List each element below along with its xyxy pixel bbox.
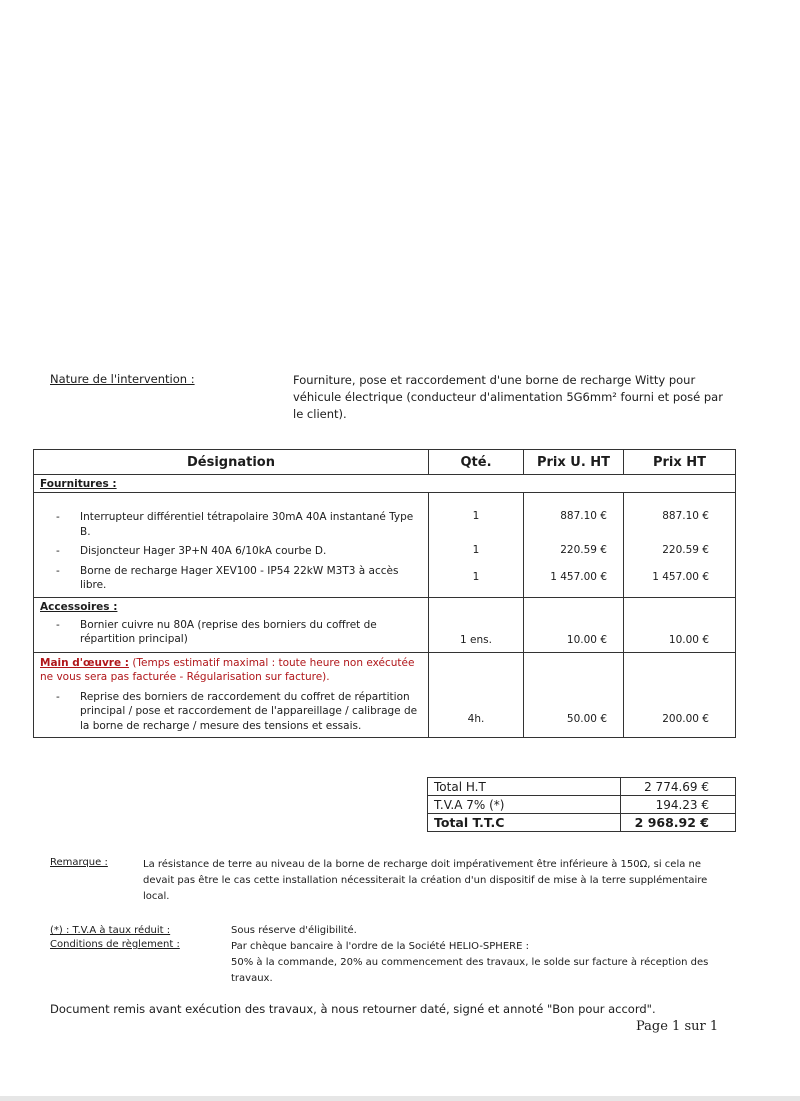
tva-row bbox=[428, 796, 736, 814]
conditions-line-1: Par chèque bancaire à l'ordre de la Société HELIO-SPHERE : bbox=[231, 941, 529, 952]
item-unit-price: 1 457.00 € bbox=[524, 561, 624, 598]
item-text: Interrupteur différentiel tétrapolaire 30mA 40A instantané Type B. bbox=[80, 511, 414, 538]
item-qty: 1 bbox=[429, 561, 524, 598]
table-row bbox=[34, 493, 736, 542]
remark-label: Remarque : bbox=[50, 857, 108, 868]
final-note: Document remis avant exécution des travaux, à nous retourner daté, signé et annoté "Bon pour accord". bbox=[50, 1002, 656, 1016]
section-main-oeuvre-title-row bbox=[34, 652, 736, 687]
scan-edge bbox=[0, 1096, 800, 1101]
item-qty: 4h. bbox=[429, 687, 524, 738]
item-designation bbox=[34, 561, 428, 597]
tva-label: T.V.A 7% (*) bbox=[428, 796, 621, 814]
section-title-accessoires: Accessoires : bbox=[34, 597, 429, 615]
item-text: Disjoncteur Hager 3P+N 40A 6/10kA courbe D. bbox=[80, 545, 327, 557]
total-ttc-row bbox=[428, 814, 736, 832]
table-row bbox=[34, 561, 736, 598]
item-unit-price: 50.00 € bbox=[524, 687, 624, 738]
total-ttc-label: Total T.T.C bbox=[428, 814, 621, 832]
item-designation bbox=[34, 541, 428, 561]
tva-note-label: (*) : T.V.A à taux réduit : bbox=[50, 925, 171, 936]
item-text: Borne de recharge Hager XEV100 - IP54 22kW M3T3 à accès libre. bbox=[80, 564, 399, 591]
item-total-price: 1 457.00 € bbox=[624, 561, 736, 598]
section-main-oeuvre-header bbox=[34, 652, 429, 687]
item-total-price: 220.59 € bbox=[624, 541, 736, 561]
tva-note-text: Sous réserve d'éligibilité. bbox=[231, 925, 357, 936]
item-unit-price: 887.10 € bbox=[524, 493, 624, 542]
item-total-price: 200.00 € bbox=[624, 687, 736, 738]
total-ht-row bbox=[428, 778, 736, 796]
item-dash: - bbox=[56, 690, 60, 703]
remark-text: La résistance de terre au niveau de la borne de recharge doit impérativement être inférieure à 150Ω, si cela ne devait pas être le cas cette installation nécessiterait la création d'un dispositif de mise à la terre supplémentaire local. bbox=[143, 859, 708, 902]
total-ht-label: Total H.T bbox=[428, 778, 621, 796]
item-total-price: 887.10 € bbox=[624, 493, 736, 542]
table-header-row bbox=[34, 450, 736, 475]
item-total-price: 10.00 € bbox=[624, 615, 736, 653]
conditions-text bbox=[231, 939, 721, 987]
header-unit-price: Prix U. HT bbox=[524, 450, 624, 475]
conditions-line-2: 50% à la commande, 20% au commencement des travaux, le solde sur facture à réception des travaux. bbox=[231, 957, 709, 984]
header-qty: Qté. bbox=[429, 450, 524, 475]
tva-value: 194.23 € bbox=[621, 796, 736, 814]
item-dash: - bbox=[56, 618, 60, 631]
nature-label: Nature de l'intervention : bbox=[50, 372, 195, 386]
item-qty: 1 bbox=[429, 493, 524, 542]
header-designation: Désignation bbox=[34, 450, 429, 475]
table-row bbox=[34, 541, 736, 561]
item-qty: 1 ens. bbox=[429, 615, 524, 653]
item-dash: - bbox=[56, 545, 60, 557]
item-unit-price: 220.59 € bbox=[524, 541, 624, 561]
header-total-price: Prix HT bbox=[624, 450, 736, 475]
item-designation bbox=[34, 507, 428, 541]
page-number: Page 1 sur 1 bbox=[636, 1019, 719, 1034]
section-title-fournitures: Fournitures : bbox=[34, 475, 736, 493]
item-dash: - bbox=[56, 564, 60, 577]
quote-table bbox=[33, 449, 736, 738]
item-qty: 1 bbox=[429, 541, 524, 561]
total-ttc-value: 2 968.92 € bbox=[621, 814, 736, 832]
section-title-main-oeuvre: Main d'œuvre : bbox=[40, 656, 129, 669]
section-fournitures-title-row bbox=[34, 475, 736, 493]
totals-table bbox=[427, 777, 736, 832]
item-unit-price: 10.00 € bbox=[524, 615, 624, 653]
conditions-label: Conditions de règlement : bbox=[50, 939, 180, 950]
section-accessoires-title-row bbox=[34, 597, 736, 615]
item-text: Reprise des borniers de raccordement du coffret de répartition principal / pose et raccordement de l'appareillage / calibrage de la borne de recharge / mesure des tensions et essais. bbox=[80, 690, 418, 732]
labor-note: (Temps estimatif maximal : toute heure non exécutée ne vous sera pas facturée - Régularisation sur facture). bbox=[40, 656, 415, 683]
item-text: Bornier cuivre nu 80A (reprise des borniers du coffret de répartition principal) bbox=[80, 618, 377, 645]
table-row bbox=[34, 615, 736, 653]
item-designation bbox=[34, 615, 428, 652]
nature-text: Fourniture, pose et raccordement d'une borne de recharge Witty pour véhicule électrique (conducteur d'alimentation 5G6mm² fourni et posé par le client). bbox=[293, 373, 723, 421]
item-designation bbox=[34, 687, 428, 738]
item-dash: - bbox=[56, 511, 60, 523]
table-row bbox=[34, 687, 736, 738]
total-ht-value: 2 774.69 € bbox=[621, 778, 736, 796]
